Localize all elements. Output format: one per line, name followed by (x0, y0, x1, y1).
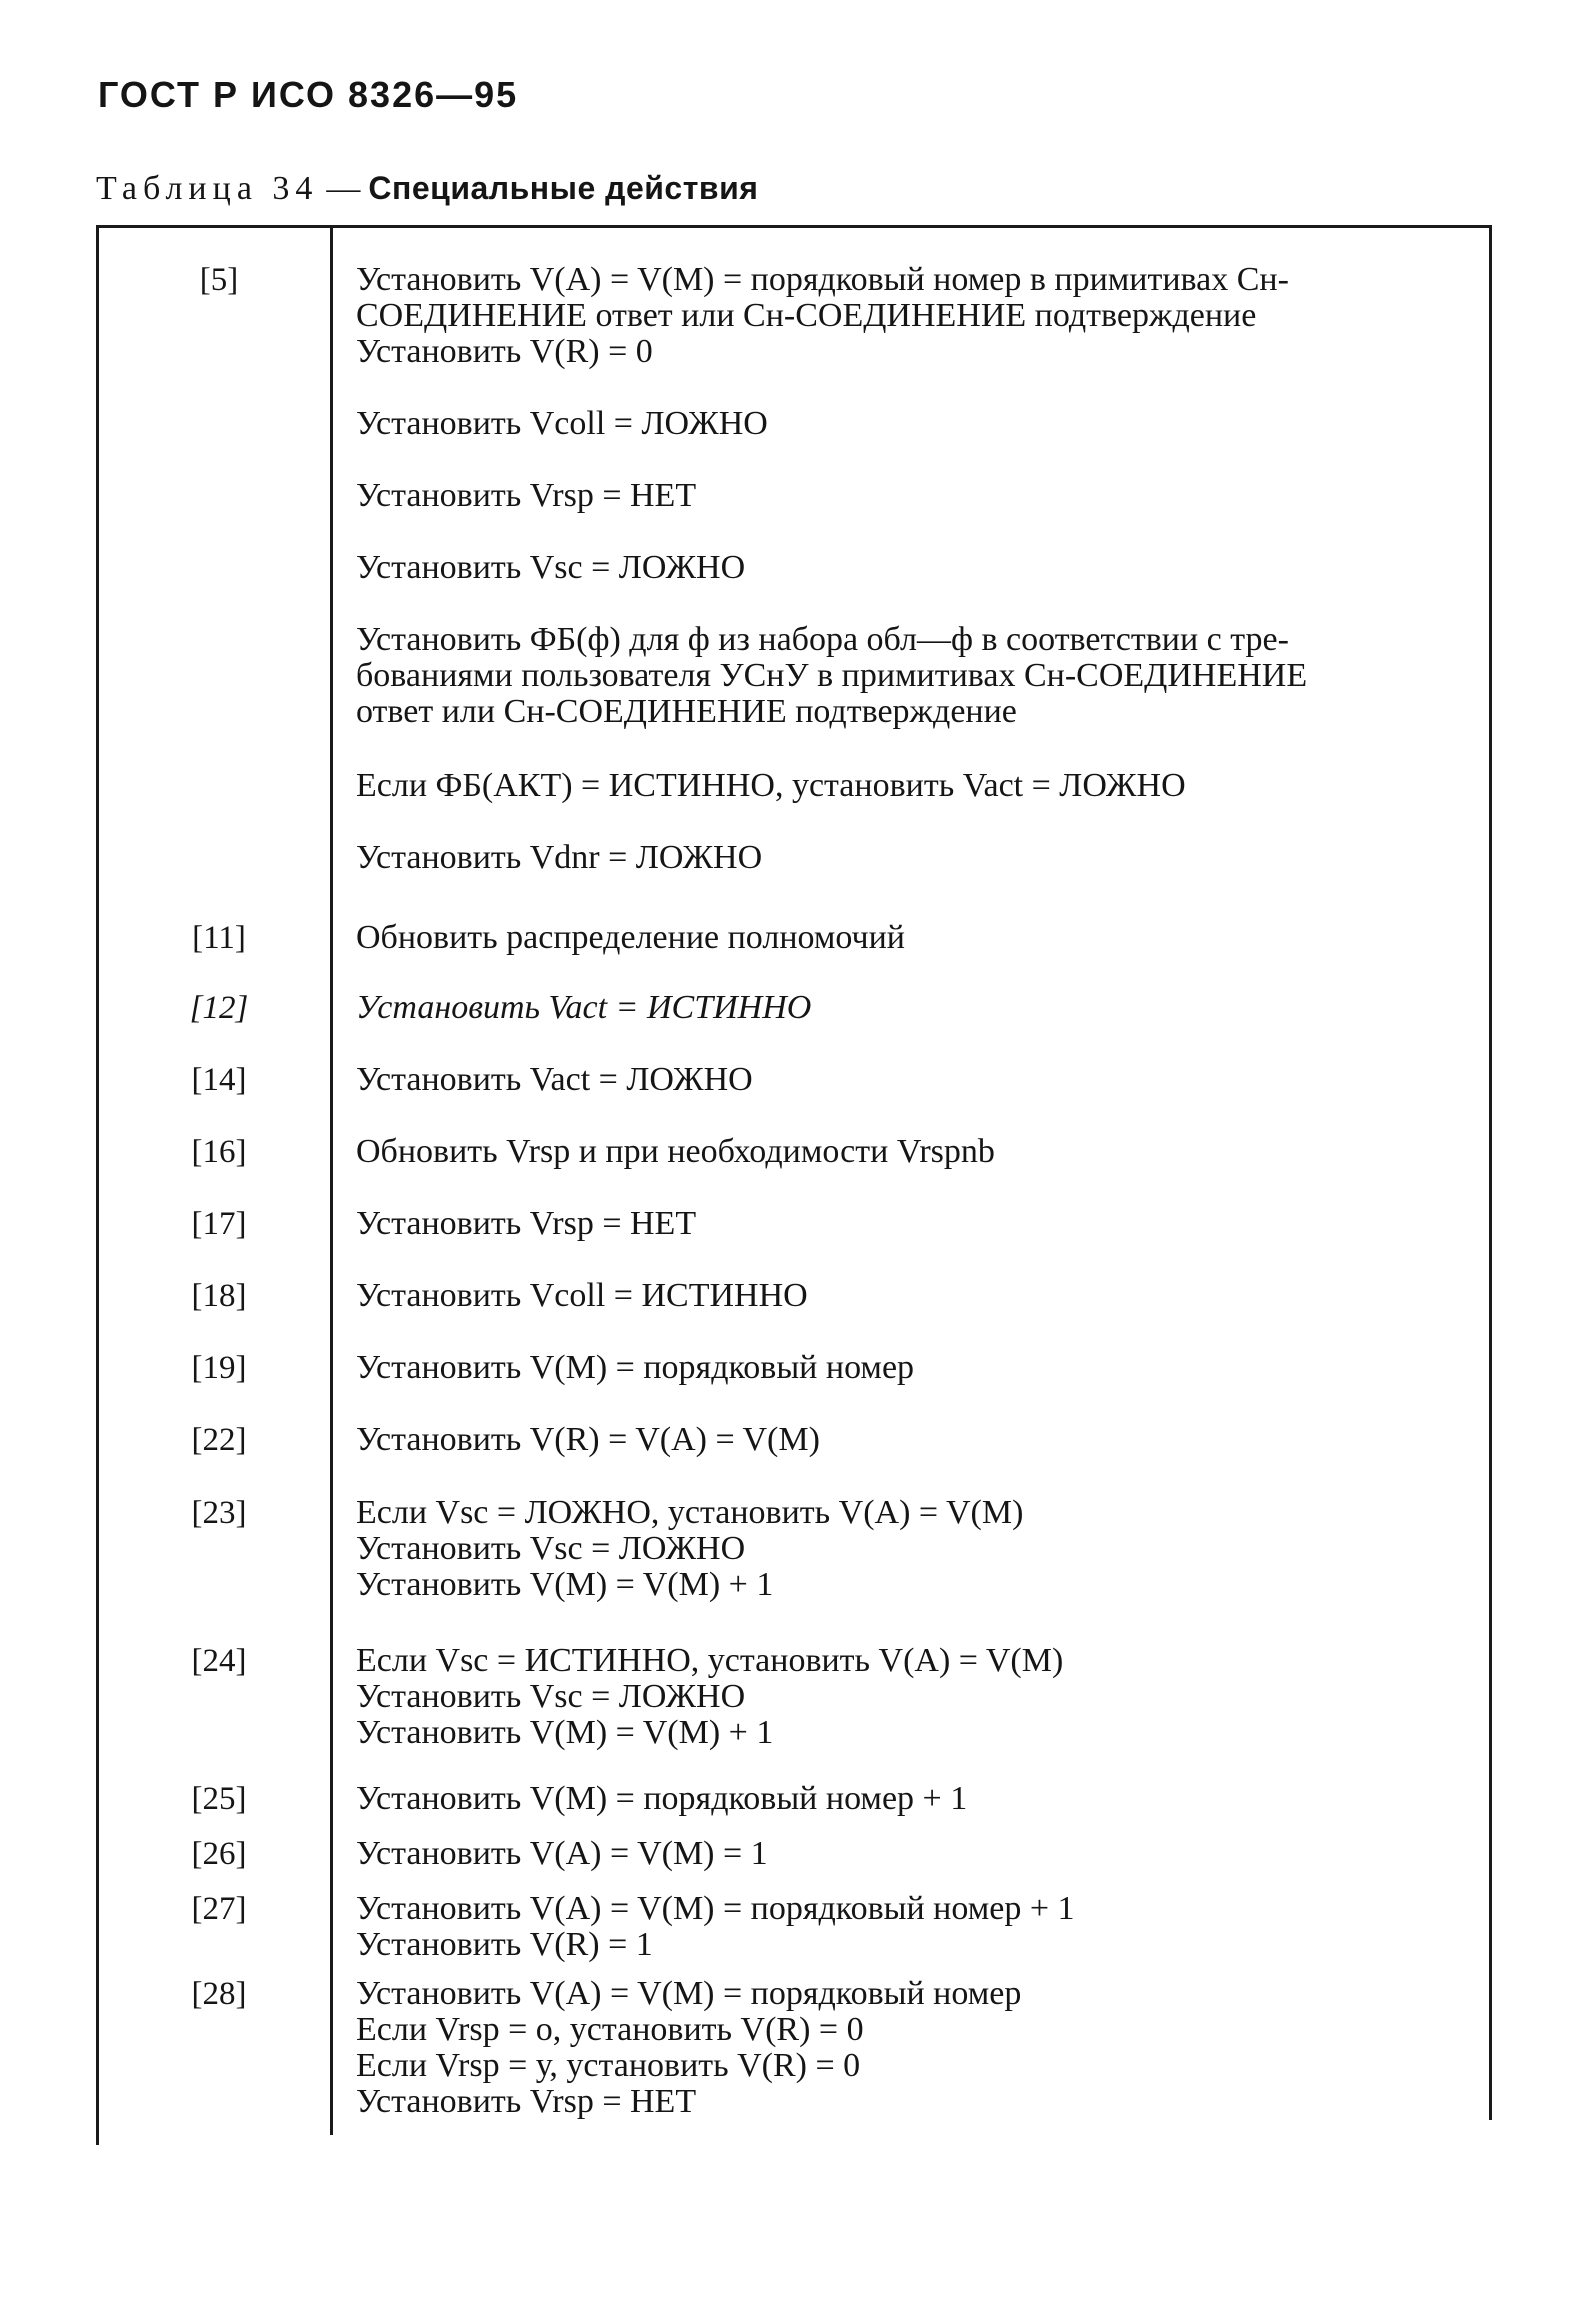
action-line: Установить V(A) = V(M) = порядковый номер (356, 1975, 1022, 2012)
action-block (356, 1062, 753, 1098)
action-line: Установить Vcoll = ЛОЖНО (356, 405, 768, 442)
action-line: Если ФБ(АКТ) = ИСТИННО, установить Vact = ЛОЖНО (356, 767, 1186, 804)
action-block (356, 1278, 808, 1314)
action-line: Установить V(M) = порядковый номер (356, 1349, 915, 1386)
row-code: [28] (191, 1976, 247, 2012)
action-line: Установить Vcoll = ИСТИННО (356, 1277, 808, 1314)
action-block (356, 990, 811, 1026)
action-block (356, 768, 1186, 804)
action-block (356, 1350, 914, 1386)
action-line: Установить V(R) = 1 (356, 1926, 653, 1963)
action-line: Установить Vdnr = ЛОЖНО (356, 839, 763, 876)
action-line: Установить V(M) = V(M) + 1 (356, 1714, 774, 1751)
action-block (356, 1643, 1063, 1751)
action-line: Установить V(A) = V(M) = порядковый номер + 1 (356, 1890, 1075, 1927)
row-code: [24] (191, 1643, 247, 1679)
row-code: [23] (191, 1495, 247, 1531)
action-block (356, 1495, 1023, 1603)
action-line: Установить Vact = ИСТИННО (356, 989, 812, 1026)
action-line: Обновить распределение полномочий (356, 919, 905, 956)
action-line: Если Vsc = ЛОЖНО, установить V(A) = V(M) (356, 1494, 1024, 1531)
action-line: СОЕДИНЕНИЕ ответ или Сн-СОЕДИНЕНИЕ подтверждение (356, 297, 1257, 334)
action-line: Установить Vrsp = НЕТ (356, 477, 697, 514)
action-block (356, 1206, 696, 1242)
table-number: Таблица 34 (96, 170, 319, 207)
action-line: Установить V(A) = V(M) = 1 (356, 1835, 768, 1872)
row-code: [14] (191, 1062, 247, 1098)
action-block (356, 840, 762, 876)
action-block (356, 550, 745, 586)
table-right-border (1489, 225, 1492, 2120)
action-line: Установить V(A) = V(M) = порядковый номер в примитивах Сн- (356, 261, 1289, 298)
action-line: бованиями пользователя УСнУ в примитивах Сн-СОЕДИНЕНИЕ (356, 657, 1308, 694)
document-header: ГОСТ Р ИСО 8326—95 (98, 74, 519, 115)
row-code: [17] (191, 1206, 247, 1242)
action-line: Установить Vrsp = НЕТ (356, 1205, 697, 1242)
caption-dash: — (326, 170, 361, 207)
action-block (356, 1134, 995, 1170)
action-block (356, 478, 696, 514)
action-block (356, 622, 1307, 730)
action-block (356, 1976, 1021, 2120)
action-line: Установить V(R) = V(A) = V(M) (356, 1421, 820, 1458)
row-code: [19] (191, 1350, 247, 1386)
table-left-border (96, 225, 99, 2145)
action-block (356, 920, 905, 956)
action-line: Обновить Vrsp и при необходимости Vrspnb (356, 1133, 995, 1170)
action-line: Установить ФБ(ф) для ф из набора обл—ф в соответствии с тре- (356, 621, 1289, 658)
action-line: Если Vsc = ИСТИННО, установить V(A) = V(M) (356, 1642, 1064, 1679)
table-top-rule (96, 225, 1492, 228)
action-block (356, 406, 768, 442)
row-code: [5] (199, 262, 239, 298)
action-block (356, 1836, 768, 1872)
row-code: [25] (191, 1781, 247, 1817)
row-code: [11] (192, 920, 246, 956)
row-code: [12] (189, 990, 249, 1026)
row-code: [22] (191, 1422, 247, 1458)
action-block (356, 262, 1289, 370)
row-code: [18] (191, 1278, 247, 1314)
action-block (356, 1891, 1075, 1963)
row-code: [26] (191, 1836, 247, 1872)
action-line: Установить V(M) = порядковый номер + 1 (356, 1780, 968, 1817)
table-caption (96, 170, 758, 208)
action-line: Если Vrsp = о, установить V(R) = 0 (356, 2011, 864, 2048)
action-line: Установить Vrsp = НЕТ (356, 2083, 697, 2120)
action-block (356, 1781, 967, 1817)
column-divider (330, 225, 333, 2135)
row-code: [16] (191, 1134, 247, 1170)
action-line: Установить Vsc = ЛОЖНО (356, 1678, 746, 1715)
action-line: Установить V(R) = 0 (356, 333, 653, 370)
action-block (356, 1422, 820, 1458)
action-line: Если Vrsp = у, установить V(R) = 0 (356, 2047, 861, 2084)
action-line: ответ или Сн-СОЕДИНЕНИЕ подтверждение (356, 693, 1017, 730)
table-title: Специальные действия (368, 170, 759, 206)
action-line: Установить V(M) = V(M) + 1 (356, 1566, 774, 1603)
action-line: Установить Vsc = ЛОЖНО (356, 549, 746, 586)
action-line: Установить Vact = ЛОЖНО (356, 1061, 753, 1098)
action-line: Установить Vsc = ЛОЖНО (356, 1530, 746, 1567)
row-code: [27] (191, 1891, 247, 1927)
